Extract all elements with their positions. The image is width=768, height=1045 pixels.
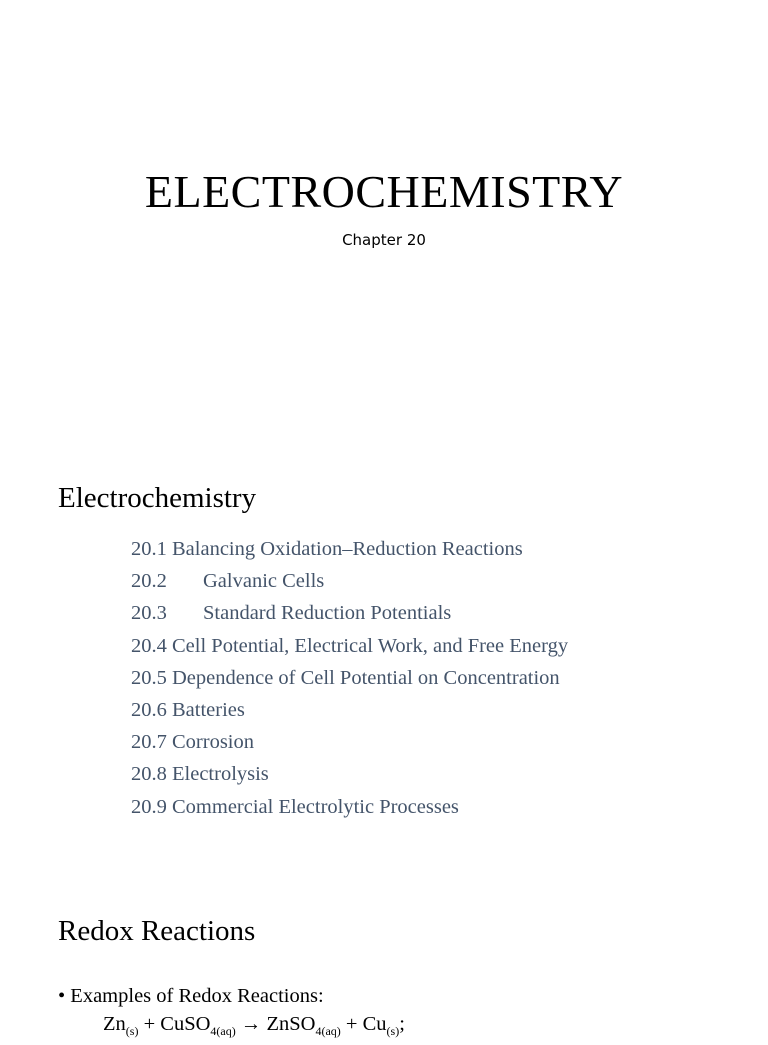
toc-item-title: Dependence of Cell Potential on Concentration: [172, 666, 560, 689]
chemical-equation: [103, 1010, 405, 1045]
state-label: (aq): [321, 1024, 341, 1039]
state-label: (aq): [216, 1024, 236, 1039]
table-of-contents: [131, 533, 568, 823]
toc-item-title: Electrolysis: [172, 763, 269, 786]
slide-subtitle: Chapter 20: [342, 231, 426, 249]
toc-item: [131, 597, 568, 629]
toc-item-title: Commercial Electrolytic Processes: [172, 795, 459, 818]
equation-end: ;: [399, 1013, 405, 1035]
toc-item: [131, 726, 568, 758]
toc-item: [131, 758, 568, 790]
bullet-point: • Examples of Redox Reactions:: [58, 985, 324, 1007]
subscript: 4: [210, 1024, 217, 1039]
toc-item-number: 20.4: [131, 634, 167, 657]
reaction-arrow-icon: →: [240, 1013, 262, 1035]
redox-heading: Redox Reactions: [58, 915, 256, 947]
toc-item: [131, 630, 568, 662]
state-label: (s): [125, 1024, 139, 1039]
toc-item: [131, 791, 568, 823]
toc-item-title: Galvanic Cells: [203, 570, 325, 593]
toc-item-number: 20.1: [131, 538, 167, 560]
toc-item-number: 20.5: [131, 666, 167, 689]
toc-item-number: 20.8: [131, 763, 167, 786]
contents-heading: Electrochemistry: [58, 482, 257, 514]
toc-item: [131, 694, 568, 726]
toc-item-number: 20.6: [131, 698, 167, 721]
toc-item: [131, 533, 568, 565]
toc-item: [131, 662, 568, 694]
slide-title: ELECTROCHEMISTRY: [144, 166, 624, 217]
state-label: (s): [386, 1024, 400, 1039]
toc-item-number: 20.2: [131, 570, 167, 593]
product-copper: Cu: [362, 1013, 387, 1035]
toc-item-title: Balancing Oxidation–Reduction Reactions: [172, 538, 523, 560]
plus-sign: +: [143, 1013, 156, 1035]
toc-item-title: Batteries: [172, 698, 245, 721]
subscript: 4: [315, 1024, 322, 1039]
reactant-zinc: Zn: [103, 1013, 126, 1035]
toc-item-title: Standard Reduction Potentials: [203, 602, 452, 625]
reactant-copper-sulfate: CuSO: [160, 1013, 211, 1035]
plus-sign: +: [345, 1013, 358, 1035]
toc-item-title: Cell Potential, Electrical Work, and Free Energy: [172, 634, 569, 657]
toc-item: [131, 565, 568, 597]
toc-item-number: 20.7: [131, 731, 167, 754]
toc-item-number: 20.9: [131, 795, 167, 818]
toc-item-number: 20.3: [131, 602, 167, 625]
toc-item-title: Corrosion: [172, 731, 254, 754]
product-zinc-sulfate: ZnSO: [266, 1013, 316, 1035]
